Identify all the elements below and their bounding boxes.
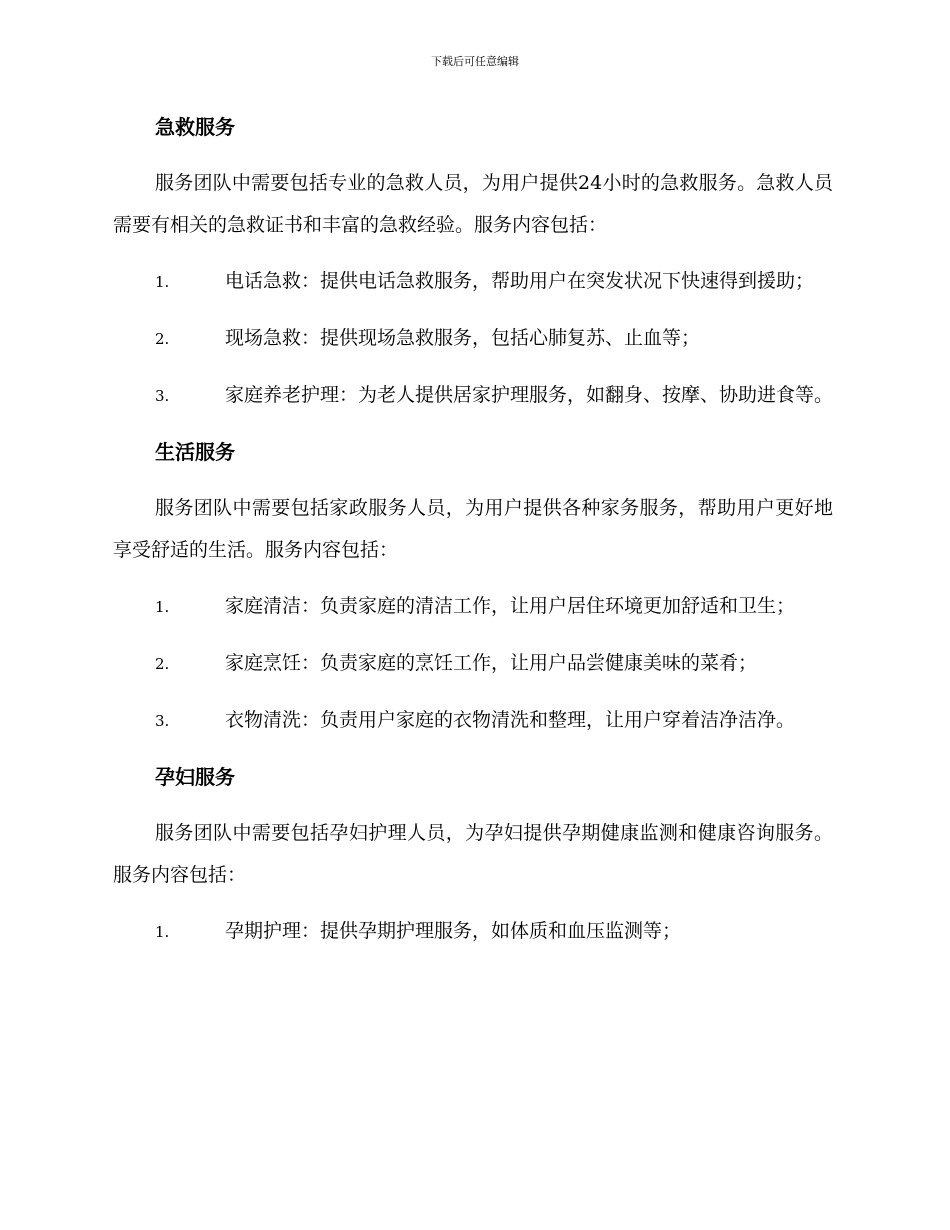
list-number: 1. [155,923,170,941]
section-intro: 服务团队中需要包括孕妇护理人员，为孕妇提供孕期健康监测和健康咨询服务。服务内容包括： [113,822,833,886]
list-text: 家庭养老护理：为老人提供居家护理服务，如翻身、按摩、协助进食等。 [225,384,834,406]
list-number: 1. [155,273,170,291]
list-item [113,260,833,303]
section-intro: 服务团队中需要包括专业的急救人员，为用户提供24小时的急救服务。急救人员需要有相关的急救证书和丰富的急救经验。服务内容包括： [113,172,833,236]
section-pregnancy-services [113,756,833,953]
list-number: 2. [155,330,170,348]
section-first-aid [113,106,833,417]
list-text: 家庭清洁：负责家庭的清洁工作，让用户居住环境更加舒适和卫生； [225,595,796,617]
list-number: 1. [155,598,170,616]
section-heading: 生活服务 [155,440,235,464]
list-text: 孕期护理：提供孕期护理服务，如体质和血压监测等； [225,920,682,942]
list-item [113,374,833,417]
list-text: 现场急救：提供现场急救服务，包括心肺复苏、止血等； [225,327,701,349]
section-heading: 孕妇服务 [155,765,235,789]
list-text: 电话急救：提供电话急救服务，帮助用户在突发状况下快速得到援助； [225,270,815,292]
list-number: 2. [155,655,170,673]
list-item [113,642,833,685]
list-text: 家庭烹饪：负责家庭的烹饪工作，让用户品尝健康美味的菜肴； [225,652,758,674]
header-note: 下载后可任意编辑 [431,55,519,68]
document-body [113,106,833,967]
list-item [113,585,833,628]
list-number: 3. [155,387,170,405]
list-item [113,910,833,953]
section-heading: 急救服务 [155,115,235,139]
section-intro: 服务团队中需要包括家政服务人员，为用户提供各种家务服务，帮助用户更好地享受舒适的生活。服务内容包括： [113,497,833,561]
list-item [113,699,833,742]
list-item [113,317,833,360]
list-text: 衣物清洗：负责用户家庭的衣物清洗和整理，让用户穿着洁净洁净。 [225,709,796,731]
section-life-services [113,431,833,742]
list-number: 3. [155,712,170,730]
